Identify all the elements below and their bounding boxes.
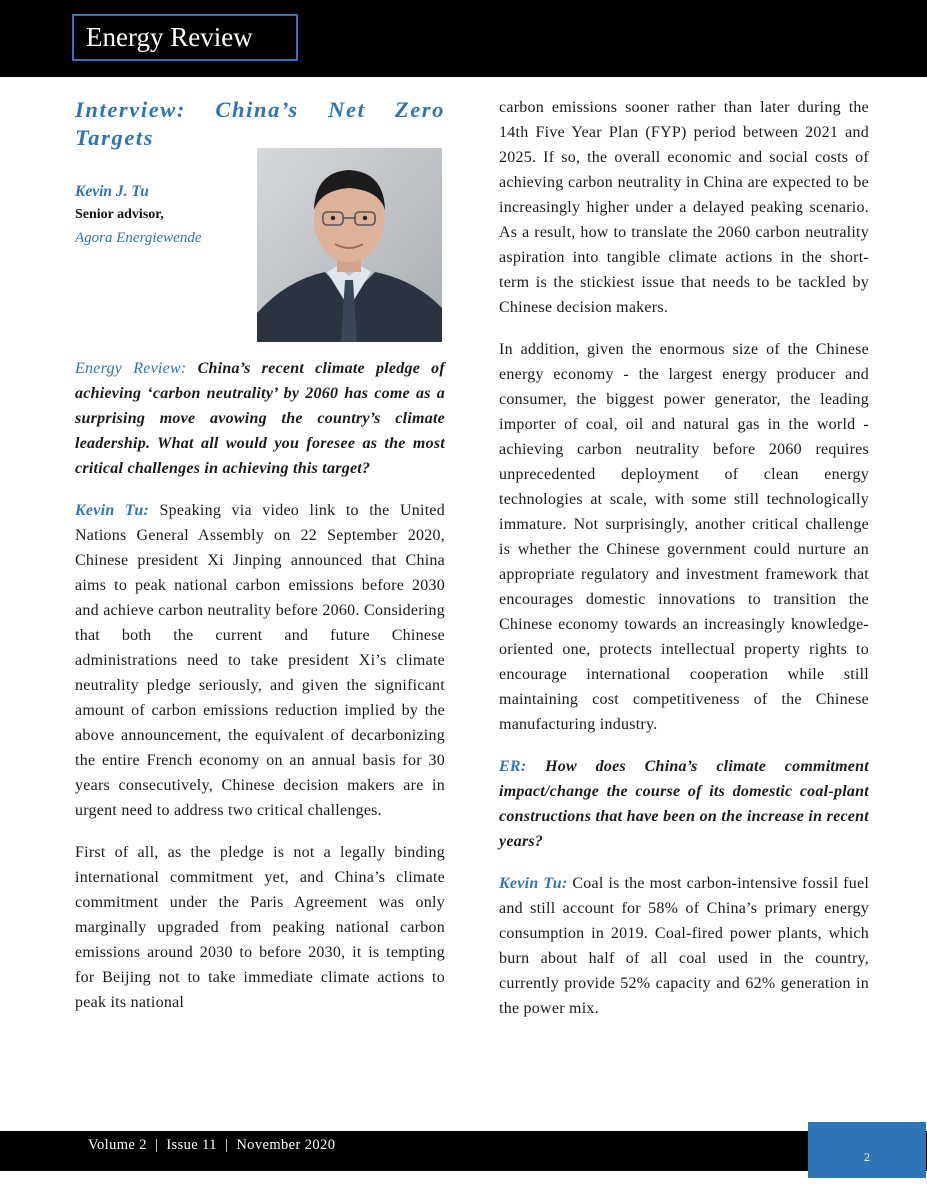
issue-info: Volume 2 | Issue 11 | November 2020 bbox=[88, 1137, 336, 1153]
page-number: 2 bbox=[864, 1150, 870, 1164]
page-number-box bbox=[808, 1122, 926, 1178]
answer-1-label: Kevin Tu: bbox=[75, 502, 150, 519]
question-2-label: ER: bbox=[499, 758, 527, 775]
answer-2-text: Coal is the most carbon-intensive fossil fuel and still account for 58% of China’s primary energy consumption in 2019. Coal-fired power plants, which burn about half of all coal used in the country, currently provide 52% capacity and 62% generation in the power mix. bbox=[499, 875, 870, 1017]
author-portrait-image bbox=[257, 148, 442, 342]
author-organization: Agora Energiewende bbox=[75, 230, 202, 246]
answer-1-paragraph-3: In addition, given the enormous size of the Chinese energy economy - the largest energy producer and consumer, the biggest power generator, the leading importer of coal, oil and natural gas in the world - achieving carbon neutrality before 2060 requires unprecedented deployment of clean energy technologies at scale, with some still technologically immature. Not surprisingly, another critical challenge is whether the Chinese government could nurture an appropriate regulatory and investment framework that encourages domestic innovations to transition the Chinese economy towards an increasingly knowledge-oriented one, protects intellectual property rights to encourage international cooperation while still maintaining cost competitiveness of the Chinese manufacturing industry. bbox=[499, 341, 869, 733]
answer-1-paragraph-2-continued: carbon emissions sooner rather than later during the 14th Five Year Plan (FYP) period between 2021 and 2025. If so, the overall economic and social costs of achieving carbon neutrality in China are expected to be increasingly higher under a delayed peaking scenario. As a result, how to translate the 2060 carbon neutrality aspiration into tangible climate actions in the short-term is the stickiest issue that needs to be tackled by Chinese decision makers. bbox=[499, 99, 869, 316]
answer-2 bbox=[499, 871, 869, 1021]
author-photo bbox=[257, 148, 442, 342]
question-1 bbox=[75, 356, 445, 481]
question-1-text: China’s recent climate pledge of achieving ‘carbon neutrality’ by 2060 has come as a surprising move avowing the country’s climate leadership. What all would you foresee as the most critical challenges in achieving this target? bbox=[75, 360, 446, 477]
masthead-title: Energy Review bbox=[72, 14, 298, 61]
answer-2-label: Kevin Tu: bbox=[499, 875, 568, 892]
article-title bbox=[75, 96, 445, 152]
left-column bbox=[75, 356, 445, 1032]
author-role: Senior advisor, bbox=[75, 207, 164, 222]
answer-1-paragraph-2-start: First of all, as the pledge is not a legally binding international commitment yet, and China’s climate commitment under the Paris Agreement was only marginally upgraded from peaking national carbon emissions around 2030 to before 2030, it is tempting for Beijing not to take immediate climate actions to peak its national bbox=[75, 844, 445, 1011]
question-2-text: How does China’s climate commitment impact/change the course of its domestic coal-plant constructions that have been on the increase in recent years? bbox=[499, 758, 870, 850]
article-title-line-2: Targets bbox=[75, 125, 155, 150]
question-1-label: Energy Review: bbox=[75, 360, 187, 377]
article-title-line-1: Interview: China’s Net Zero bbox=[75, 97, 445, 122]
answer-1-text-1: Speaking via video link to the United Nations General Assembly on 22 September 2020, Chinese president Xi Jinping announced that China aims to peak national carbon emissions before 2030 and achieve carbon neutrality before 2060. Considering that both the current and future Chinese administrations need to take president Xi’s climate neutrality pledge seriously, and given the significant amount of carbon emissions reduction implied by the above announcement, the equivalent of decarbonizing the entire French economy on an annual basis for 30 years consecutively, Chinese decision makers are in urgent need to address two critical challenges. bbox=[75, 502, 446, 819]
right-column bbox=[499, 95, 869, 1038]
question-2 bbox=[499, 754, 869, 854]
author-name: Kevin J. Tu bbox=[75, 183, 149, 200]
answer-1-paragraph-1 bbox=[75, 498, 445, 823]
